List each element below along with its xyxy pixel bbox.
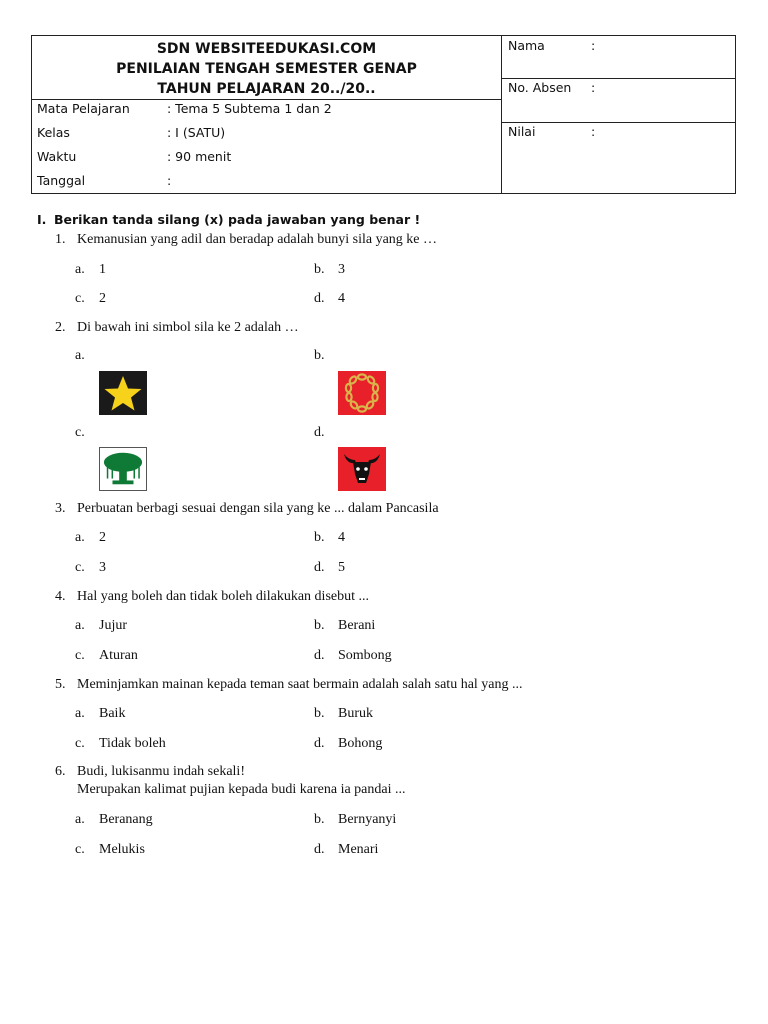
question-text: Kemanusian yang adil dan beradap adalah bunyi sila yang ke …: [77, 232, 437, 247]
section-number: I.: [37, 212, 47, 227]
option-text: Tidak boleh: [99, 736, 166, 751]
header-title-block: [32, 36, 501, 100]
option-text: Baik: [99, 706, 126, 721]
info-value: : Tema 5 Subtema 1 dan 2: [167, 101, 332, 116]
score-label: Nilai: [508, 124, 536, 139]
option-text: 2: [99, 530, 106, 545]
score-field[interactable]: [501, 122, 735, 193]
option-label: a.: [75, 530, 85, 545]
option-label: d.: [314, 560, 325, 575]
option-label: b.: [314, 530, 325, 545]
option-label: b.: [314, 706, 325, 721]
option-label: a.: [75, 706, 85, 721]
option-label: c.: [75, 560, 85, 575]
option-label: c.: [75, 648, 85, 663]
option-text: 4: [338, 291, 345, 306]
info-label: Tanggal: [37, 173, 86, 188]
question-number: 5.: [55, 677, 66, 692]
option-text: Sombong: [338, 648, 392, 663]
student-info: [501, 36, 735, 193]
name-field[interactable]: [501, 36, 735, 79]
info-value: :: [167, 173, 172, 188]
option-text: 1: [99, 262, 106, 277]
info-label: Kelas: [37, 125, 70, 140]
banyan-tree-icon[interactable]: [99, 447, 147, 491]
option-text: 3: [99, 560, 106, 575]
question-number: 6.: [55, 764, 66, 779]
name-label: Nama: [508, 38, 545, 53]
option-text: Bernyanyi: [338, 812, 397, 827]
absent-number-field[interactable]: [501, 78, 735, 123]
header-left: [32, 36, 502, 193]
option-label: a.: [75, 618, 85, 633]
option-label: c.: [75, 842, 85, 857]
option-label: d.: [314, 736, 325, 751]
option-text: Melukis: [99, 842, 145, 857]
option-label: b.: [314, 618, 325, 633]
question-number: 3.: [55, 501, 66, 516]
option-text: 4: [338, 530, 345, 545]
option-label: a.: [75, 348, 85, 363]
option-label: b.: [314, 812, 325, 827]
star-icon[interactable]: [99, 371, 147, 415]
info-value: : 90 menit: [167, 149, 232, 164]
question-text: Budi, lukisanmu indah sekali!: [77, 764, 245, 779]
question-text-line-2: Merupakan kalimat pujian kepada budi karena ia pandai ...: [77, 782, 406, 797]
header-table: [31, 35, 736, 194]
info-label: Mata Pelajaran: [37, 101, 130, 116]
option-text: Beranang: [99, 812, 153, 827]
option-label: b.: [314, 348, 325, 363]
question-text: Meminjamkan mainan kepada teman saat bermain adalah salah satu hal yang ...: [77, 677, 523, 692]
school-year: TAHUN PELAJARAN 20../20..: [157, 81, 376, 97]
option-label: d.: [314, 291, 325, 306]
question-number: 1.: [55, 232, 66, 247]
exam-title: PENILAIAN TENGAH SEMESTER GENAP: [116, 61, 417, 77]
question-text: Hal yang boleh dan tidak boleh dilakukan disebut ...: [77, 589, 369, 604]
info-label: Waktu: [37, 149, 77, 164]
school-name: SDN WEBSITEEDUKASI.COM: [156, 41, 377, 57]
colon: :: [591, 124, 596, 139]
info-value: : I (SATU): [167, 125, 226, 140]
option-label: d.: [314, 425, 325, 440]
question-number: 4.: [55, 589, 66, 604]
instruction-text: Berikan tanda silang (x) pada jawaban yang benar !: [54, 212, 421, 227]
option-text: 2: [99, 291, 106, 306]
option-text: Menari: [338, 842, 379, 857]
option-label: c.: [75, 425, 85, 440]
option-text: Berani: [338, 618, 376, 633]
option-label: c.: [75, 736, 85, 751]
option-text: Aturan: [99, 648, 138, 663]
option-text: 3: [338, 262, 345, 277]
absent-number-label: No. Absen: [508, 80, 572, 95]
option-label: a.: [75, 812, 85, 827]
option-label: c.: [75, 291, 85, 306]
option-label: d.: [314, 842, 325, 857]
option-label: a.: [75, 262, 85, 277]
question-number: 2.: [55, 320, 66, 335]
chain-icon[interactable]: [338, 371, 386, 415]
colon: :: [591, 80, 596, 95]
option-text: Buruk: [338, 706, 373, 721]
option-text: Bohong: [338, 736, 383, 751]
option-label: b.: [314, 262, 325, 277]
option-text: Jujur: [99, 618, 127, 633]
bull-head-icon[interactable]: [338, 447, 386, 491]
question-text: Perbuatan berbagi sesuai dengan sila yang ke ... dalam Pancasila: [77, 501, 439, 516]
option-text: 5: [338, 560, 345, 575]
colon: :: [591, 38, 596, 53]
option-label: d.: [314, 648, 325, 663]
question-text: Di bawah ini simbol sila ke 2 adalah …: [77, 320, 299, 335]
